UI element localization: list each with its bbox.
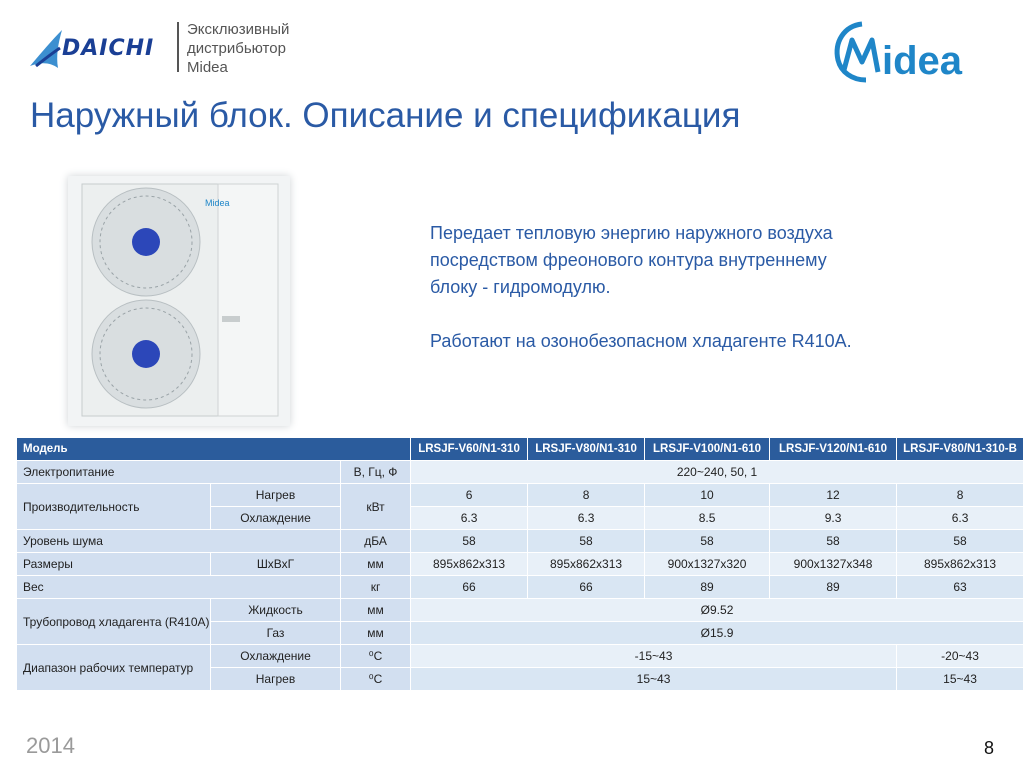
table-row <box>17 553 1024 576</box>
cell: 58 <box>645 530 770 553</box>
param-piping: Трубопровод хладагента (R410A) <box>17 599 211 645</box>
value-temp-cooling: -15~43 <box>411 645 897 668</box>
cell: 66 <box>528 576 645 599</box>
cell: 12 <box>770 484 897 507</box>
midea-logo <box>832 18 1002 84</box>
unit-liquid: мм <box>341 599 411 622</box>
outdoor-unit-illustration <box>68 176 290 426</box>
unit-label: Midea <box>205 198 230 208</box>
unit-weight: кг <box>341 576 411 599</box>
cell: 58 <box>897 530 1024 553</box>
distributor-line-3: Midea <box>187 59 228 76</box>
footer-year: 2014 <box>26 733 75 758</box>
header-model-2: LRSJF-V80/N1-310 <box>528 438 645 461</box>
sub-gas: Газ <box>211 622 341 645</box>
unit-dims: мм <box>341 553 411 576</box>
sub-cooling: Охлаждение <box>211 507 341 530</box>
cell: 9.3 <box>770 507 897 530</box>
unit-power: В, Гц, Ф <box>341 461 411 484</box>
distributor-caption <box>187 20 289 77</box>
unit-temp-heating: ⁰С <box>341 668 411 691</box>
outdoor-unit-photo <box>68 176 290 426</box>
value-temp-heating: 15~43 <box>411 668 897 691</box>
param-weight: Вес <box>17 576 341 599</box>
cell: 895x862x313 <box>411 553 528 576</box>
cell: 900x1327x320 <box>645 553 770 576</box>
table-header-row <box>17 438 1024 461</box>
sub-dims: ШхВхГ <box>211 553 341 576</box>
description-line-1: Передает тепловую энергию наружного воздуха <box>430 223 833 243</box>
header-divider <box>177 22 179 72</box>
param-power: Электропитание <box>17 461 341 484</box>
cell: 8 <box>528 484 645 507</box>
table-row <box>17 599 1024 622</box>
header-model-3: LRSJF-V100/N1-610 <box>645 438 770 461</box>
distributor-line-2: дистрибьютор <box>187 40 286 57</box>
description-line-2: посредством фреонового контура внутреннему <box>430 250 827 270</box>
description-block <box>430 220 990 355</box>
cell: 58 <box>528 530 645 553</box>
midea-wordmark: idea <box>882 39 963 83</box>
unit-temp-cooling: ⁰С <box>341 645 411 668</box>
cell: 8 <box>897 484 1024 507</box>
table-row <box>17 484 1024 507</box>
distributor-line-1: Эксклюзивный <box>187 21 290 38</box>
header-model-1: LRSJF-V60/N1-310 <box>411 438 528 461</box>
unit-capacity: кВт <box>341 484 411 530</box>
sub-liquid: Жидкость <box>211 599 341 622</box>
cell: 895x862x313 <box>897 553 1024 576</box>
cell: 89 <box>770 576 897 599</box>
table-row <box>17 530 1024 553</box>
slide-title: Наружный блок. Описание и спецификация <box>30 96 741 135</box>
page-number: 8 <box>984 738 995 758</box>
header-model: Модель <box>17 438 411 461</box>
cell: 6.3 <box>411 507 528 530</box>
cell: 6.3 <box>528 507 645 530</box>
spec-table <box>16 437 1024 691</box>
unit-noise: дБА <box>341 530 411 553</box>
table-row <box>17 461 1024 484</box>
value-liquid: Ø9.52 <box>411 599 1024 622</box>
sub-temp-cooling: Охлаждение <box>211 645 341 668</box>
param-noise: Уровень шума <box>17 530 341 553</box>
daichi-wordmark: DAICHI <box>62 36 155 61</box>
cell: 58 <box>770 530 897 553</box>
description-line-3: блоку - гидромодулю. <box>430 277 611 297</box>
table-row <box>17 645 1024 668</box>
cell: 8.5 <box>645 507 770 530</box>
header-model-4: LRSJF-V120/N1-610 <box>770 438 897 461</box>
header-model-5: LRSJF-V80/N1-310-B <box>897 438 1024 461</box>
cell: 895x862x313 <box>528 553 645 576</box>
sub-temp-heating: Нагрев <box>211 668 341 691</box>
cell: 58 <box>411 530 528 553</box>
table-row <box>17 576 1024 599</box>
unit-gas: мм <box>341 622 411 645</box>
value-temp-cooling-b: -20~43 <box>897 645 1024 668</box>
cell: 89 <box>645 576 770 599</box>
refrigerant-note: Работают на озонобезопасном хладагенте R410A. <box>430 331 852 351</box>
param-dims: Размеры <box>17 553 211 576</box>
cell: 900x1327x348 <box>770 553 897 576</box>
cell: 6.3 <box>897 507 1024 530</box>
value-temp-heating-b: 15~43 <box>897 668 1024 691</box>
cell: 6 <box>411 484 528 507</box>
value-power: 220~240, 50, 1 <box>411 461 1024 484</box>
cell: 66 <box>411 576 528 599</box>
param-temp: Диапазон рабочих температур <box>17 645 211 691</box>
sub-heating: Нагрев <box>211 484 341 507</box>
cell: 63 <box>897 576 1024 599</box>
value-gas: Ø15.9 <box>411 622 1024 645</box>
param-capacity: Производительность <box>17 484 211 530</box>
cell: 10 <box>645 484 770 507</box>
